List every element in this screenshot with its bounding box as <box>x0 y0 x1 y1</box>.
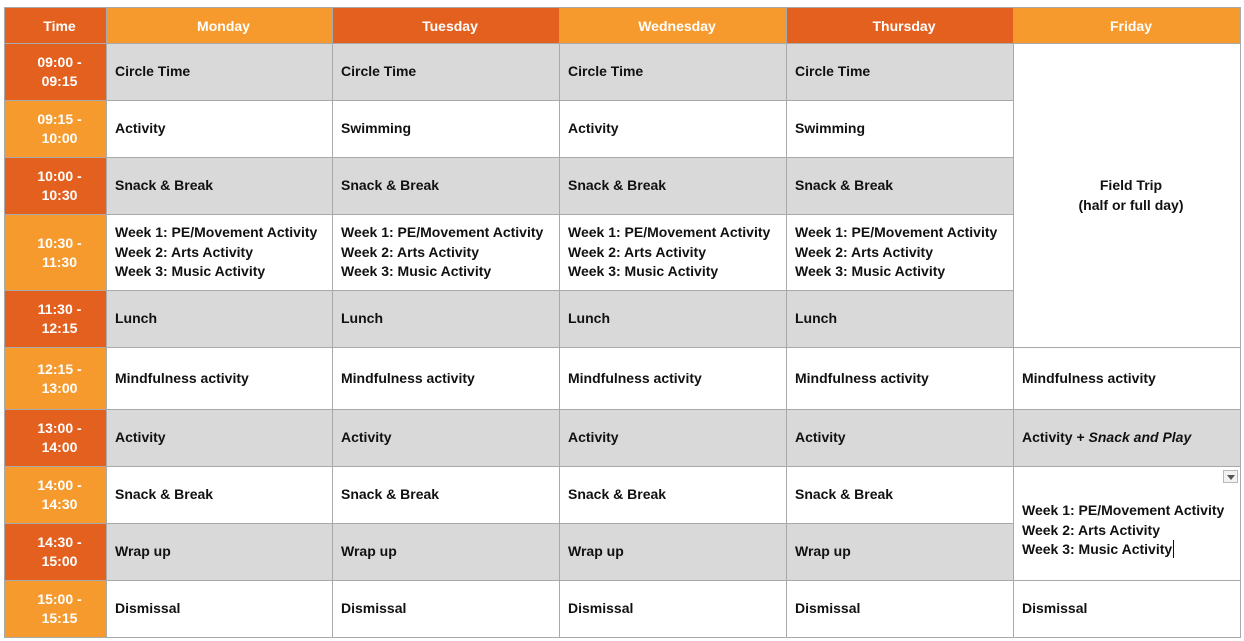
wednesday-cell[interactable] <box>560 410 787 467</box>
activity-label: Snack & Break <box>568 486 667 503</box>
table-row <box>5 44 1241 101</box>
activity-label: Circle Time <box>341 63 417 80</box>
week-2-label: Week 2: Arts Activity <box>795 243 933 260</box>
thursday-cell[interactable] <box>787 348 1014 410</box>
header-monday[interactable]: Monday <box>107 8 333 44</box>
activity-label: Circle Time <box>115 63 191 80</box>
activity-label: Snack & Break <box>795 177 894 194</box>
tuesday-cell[interactable] <box>333 581 560 638</box>
activity-label: Wrap up <box>568 543 624 560</box>
table-row <box>5 410 1241 467</box>
time-slot-cell[interactable] <box>5 581 107 638</box>
week-3-label: Week 3: Music Activity <box>115 263 266 280</box>
activity-label: Snack & Break <box>115 486 214 503</box>
tuesday-cell[interactable] <box>333 44 560 101</box>
time-start: 13:00 - <box>37 420 82 436</box>
monday-cell[interactable] <box>107 467 333 524</box>
weekly-rotation-list <box>795 223 1013 282</box>
time-end: 10:00 <box>41 130 78 146</box>
week-2-label: Week 2: Arts Activity <box>341 243 479 260</box>
week-1-label: Week 1: PE/Movement Activity <box>795 224 998 241</box>
weekly-schedule-table <box>4 7 1241 638</box>
activity-label <box>1022 428 1240 448</box>
activity-label: Lunch <box>795 310 837 327</box>
time-end: 10:30 <box>41 187 78 203</box>
time-slot-cell[interactable] <box>5 410 107 467</box>
field-trip-title: Field Trip <box>1099 177 1163 193</box>
time-slot-cell[interactable] <box>5 215 107 291</box>
time-start: 15:00 - <box>37 591 82 607</box>
time-slot-cell[interactable] <box>5 101 107 158</box>
activity-label: Wrap up <box>341 543 397 560</box>
week-1-label: Week 1: PE/Movement Activity <box>568 224 771 241</box>
table-row <box>5 467 1241 524</box>
header-time[interactable]: Time <box>5 8 107 44</box>
activity-label: Snack & Break <box>795 486 894 503</box>
thursday-cell[interactable] <box>787 44 1014 101</box>
activity-label: Lunch <box>568 310 610 327</box>
wednesday-cell[interactable] <box>560 215 787 291</box>
tuesday-cell[interactable] <box>333 467 560 524</box>
week-3-label: Week 3: Music Activity <box>795 263 946 280</box>
activity-label: Circle Time <box>795 63 871 80</box>
friday-cell[interactable] <box>1014 348 1241 410</box>
weekly-rotation-list <box>341 223 559 282</box>
wednesday-cell[interactable] <box>560 44 787 101</box>
time-slot-cell[interactable] <box>5 291 107 348</box>
header-tuesday[interactable]: Tuesday <box>333 8 560 44</box>
activity-label: Wrap up <box>795 543 851 560</box>
time-start: 09:00 - <box>37 54 82 70</box>
tuesday-cell[interactable] <box>333 410 560 467</box>
tuesday-cell[interactable] <box>333 158 560 215</box>
header-row <box>5 8 1241 44</box>
friday-cell[interactable] <box>1014 410 1241 467</box>
week-3-label: Week 3: Music Activity <box>1022 541 1173 558</box>
week-2-label: Week 2: Arts Activity <box>1022 521 1160 538</box>
monday-cell[interactable] <box>107 524 333 581</box>
text-cursor <box>1173 540 1174 558</box>
time-start: 14:30 - <box>37 534 82 550</box>
monday-cell[interactable] <box>107 348 333 410</box>
activity-label: Mindfulness activity <box>568 369 702 386</box>
schedule-container <box>4 7 1241 638</box>
field-trip-subtitle: (half or full day) <box>1078 196 1184 213</box>
activity-label: Mindfulness activity <box>115 369 249 386</box>
time-end: 11:30 <box>41 253 78 270</box>
activity-label: Dismissal <box>795 600 861 617</box>
time-slot-cell[interactable] <box>5 524 107 581</box>
wednesday-cell[interactable] <box>560 581 787 638</box>
header-thursday[interactable]: Thursday <box>787 8 1014 44</box>
monday-cell[interactable] <box>107 101 333 158</box>
time-slot-cell[interactable] <box>5 467 107 524</box>
time-end: 14:00 <box>41 439 78 455</box>
monday-cell[interactable] <box>107 410 333 467</box>
week-3-label: Week 3: Music Activity <box>568 263 719 280</box>
time-end: 09:15 <box>41 73 78 89</box>
table-row <box>5 581 1241 638</box>
time-start: 09:15 - <box>37 111 82 127</box>
activity-label: Wrap up <box>115 543 171 560</box>
tuesday-cell[interactable] <box>333 291 560 348</box>
activity-label: Snack & Break <box>568 177 667 194</box>
activity-label: Mindfulness activity <box>341 369 475 386</box>
thursday-cell[interactable] <box>787 467 1014 524</box>
thursday-cell[interactable] <box>787 158 1014 215</box>
week-3-row <box>1022 540 1240 560</box>
dropdown-arrow-icon[interactable] <box>1223 470 1238 483</box>
activity-label: Lunch <box>341 310 383 327</box>
activity-label: Activity <box>568 120 619 137</box>
time-end: 15:00 <box>41 553 78 569</box>
time-end: 12:15 <box>41 320 78 336</box>
header-friday[interactable]: Friday <box>1014 8 1241 44</box>
time-start: 12:15 - <box>37 360 82 377</box>
activity-label: Activity <box>115 429 166 446</box>
week-1-label: Week 1: PE/Movement Activity <box>115 224 318 241</box>
tuesday-cell[interactable] <box>333 101 560 158</box>
activity-label: Activity <box>115 120 166 137</box>
activity-label: Mindfulness activity <box>795 369 929 386</box>
activity-label: Dismissal <box>341 600 407 617</box>
time-end: 14:30 <box>41 496 78 512</box>
week-1-label: Week 1: PE/Movement Activity <box>341 224 544 241</box>
activity-label: Swimming <box>795 120 866 137</box>
time-slot-cell[interactable] <box>5 158 107 215</box>
friday-field-trip-cell[interactable] <box>1014 44 1241 348</box>
week-2-label: Week 2: Arts Activity <box>568 243 706 260</box>
wednesday-cell[interactable] <box>560 158 787 215</box>
tuesday-cell[interactable] <box>333 215 560 291</box>
week-3-label: Week 3: Music Activity <box>341 263 492 280</box>
thursday-cell[interactable] <box>787 101 1014 158</box>
activity-label: Activity <box>795 429 846 446</box>
activity-label: Activity <box>341 429 392 446</box>
activity-plain-text: Activity + <box>1022 429 1089 446</box>
wednesday-cell[interactable] <box>560 348 787 410</box>
weekly-rotation-list <box>115 223 332 282</box>
monday-cell[interactable] <box>107 581 333 638</box>
activity-label: Circle Time <box>568 63 644 80</box>
activity-label: Lunch <box>115 310 157 327</box>
activity-label: Activity <box>568 429 619 446</box>
activity-label: Snack & Break <box>115 177 214 194</box>
time-slot-cell[interactable] <box>5 348 107 410</box>
activity-label: Swimming <box>341 120 412 137</box>
thursday-cell[interactable] <box>787 581 1014 638</box>
monday-cell[interactable] <box>107 215 333 291</box>
activity-label: Dismissal <box>1022 600 1088 617</box>
activity-label: Dismissal <box>115 600 181 617</box>
week-2-label: Week 2: Arts Activity <box>115 243 253 260</box>
time-start: 10:30 - <box>37 234 82 251</box>
time-end: 13:00 <box>41 379 78 396</box>
time-start: 11:30 - <box>37 301 82 317</box>
thursday-cell[interactable] <box>787 215 1014 291</box>
friday-afternoon-cell[interactable] <box>1014 467 1241 581</box>
tuesday-cell[interactable] <box>333 348 560 410</box>
wednesday-cell[interactable] <box>560 101 787 158</box>
weekly-rotation-list <box>568 223 786 282</box>
monday-cell[interactable] <box>107 44 333 101</box>
week-1-label: Week 1: PE/Movement Activity <box>1022 502 1225 519</box>
tuesday-cell[interactable] <box>333 524 560 581</box>
monday-cell[interactable] <box>107 291 333 348</box>
thursday-cell[interactable] <box>787 410 1014 467</box>
activity-italic-text: Snack and Play <box>1088 429 1192 446</box>
wednesday-cell[interactable] <box>560 467 787 524</box>
table-row <box>5 348 1241 410</box>
activity-label: Mindfulness activity <box>1022 369 1156 386</box>
header-wednesday[interactable]: Wednesday <box>560 8 787 44</box>
time-start: 10:00 - <box>37 168 82 184</box>
weekly-rotation-list <box>1022 487 1240 560</box>
thursday-cell[interactable] <box>787 524 1014 581</box>
friday-cell[interactable] <box>1014 581 1241 638</box>
wednesday-cell[interactable] <box>560 291 787 348</box>
time-slot-cell[interactable] <box>5 44 107 101</box>
time-end: 15:15 <box>41 610 78 626</box>
activity-label: Dismissal <box>568 600 634 617</box>
time-start: 14:00 - <box>37 477 82 493</box>
monday-cell[interactable] <box>107 158 333 215</box>
wednesday-cell[interactable] <box>560 524 787 581</box>
thursday-cell[interactable] <box>787 291 1014 348</box>
activity-label: Snack & Break <box>341 486 440 503</box>
activity-label: Snack & Break <box>341 177 440 194</box>
